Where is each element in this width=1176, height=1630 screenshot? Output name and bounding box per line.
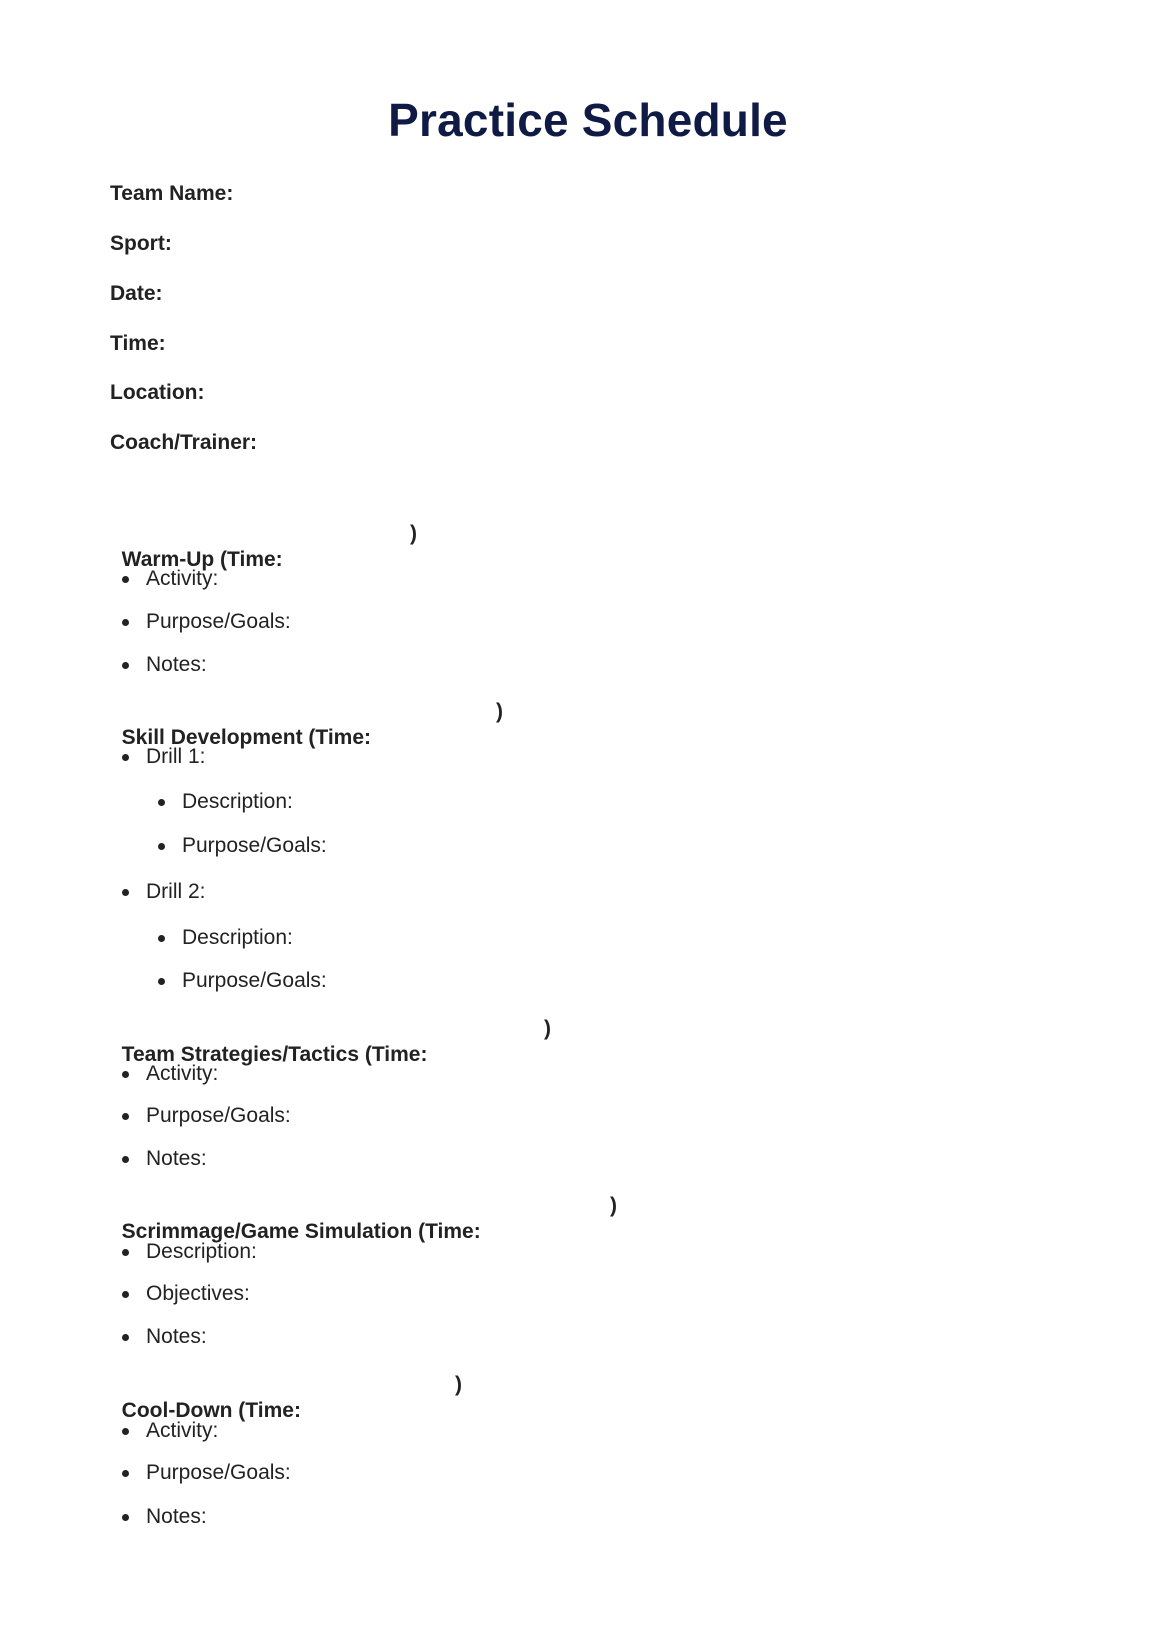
list-item-label: Objectives: [146, 1282, 250, 1305]
list-item-label: Notes: [146, 1505, 207, 1528]
page-title: Practice Schedule [388, 94, 788, 146]
drill-2-purpose [182, 968, 327, 994]
bullet-icon [122, 1291, 129, 1298]
drill-1-description [182, 789, 293, 815]
warmup-heading-text: Warm-Up (Time: [121, 548, 283, 571]
team-name-label: Team Name: [110, 182, 234, 205]
list-item-label: Notes: [146, 1147, 207, 1170]
bullet-icon [122, 1156, 129, 1163]
skill-heading-text: Skill Development (Time: [121, 726, 372, 749]
scrimmage-item-notes [146, 1324, 207, 1350]
list-item-label: Notes: [146, 653, 207, 676]
bullet-icon [158, 978, 165, 985]
cooldown-item-activity [146, 1418, 218, 1444]
list-item-label: Activity: [146, 1419, 219, 1442]
bullet-icon [122, 889, 129, 896]
coach-trainer-label: Coach/Trainer: [110, 431, 258, 454]
warmup-item-activity [146, 566, 218, 592]
list-item-label: Drill 2: [146, 880, 206, 903]
bullet-icon [122, 662, 129, 669]
strategies-heading-close: ) [544, 1017, 551, 1040]
drill-2-description [182, 925, 293, 951]
bullet-icon [122, 1113, 129, 1120]
warmup-item-purpose [146, 609, 291, 635]
strategies-item-notes [146, 1146, 207, 1172]
list-item-label: Purpose/Goals: [182, 834, 327, 857]
bullet-icon [158, 799, 165, 806]
list-item-label: Purpose/Goals: [146, 1104, 291, 1127]
bullet-icon [122, 754, 129, 761]
warmup-heading-close: ) [410, 522, 417, 545]
cooldown-item-notes [146, 1504, 207, 1530]
scrimmage-heading-close: ) [610, 1194, 617, 1217]
cooldown-heading-text: Cool-Down (Time: [121, 1399, 301, 1422]
scrimmage-heading-text: Scrimmage/Game Simulation (Time: [121, 1220, 481, 1243]
list-item-label: Description: [182, 926, 293, 949]
cooldown-item-purpose [146, 1460, 291, 1486]
skill-heading-close: ) [496, 700, 503, 723]
list-item-label: Purpose/Goals: [146, 610, 291, 633]
list-item-label: Description: [182, 790, 293, 813]
list-item-label: Description: [146, 1240, 257, 1263]
list-item-label: Purpose/Goals: [182, 969, 327, 992]
bullet-icon [122, 576, 129, 583]
strategies-item-purpose [146, 1103, 291, 1129]
list-item-label: Purpose/Goals: [146, 1461, 291, 1484]
bullet-icon [158, 935, 165, 942]
bullet-icon [122, 619, 129, 626]
bullet-icon [122, 1334, 129, 1341]
list-item-label: Activity: [146, 1062, 219, 1085]
sport-label: Sport: [110, 232, 172, 255]
drill-1-purpose [182, 833, 327, 859]
bullet-icon [122, 1514, 129, 1521]
strategies-heading-text: Team Strategies/Tactics (Time: [121, 1043, 428, 1066]
bullet-icon [122, 1249, 129, 1256]
bullet-icon [122, 1428, 129, 1435]
list-item-label: Drill 1: [146, 745, 206, 768]
strategies-item-activity [146, 1061, 218, 1087]
list-item-label: Activity: [146, 567, 219, 590]
list-item-label: Notes: [146, 1325, 207, 1348]
drill-1 [146, 744, 206, 770]
scrimmage-item-objectives [146, 1281, 250, 1307]
warmup-item-notes [146, 652, 207, 678]
cooldown-heading-close: ) [455, 1373, 462, 1396]
bullet-icon [122, 1470, 129, 1477]
bullet-icon [158, 843, 165, 850]
time-label: Time: [110, 332, 166, 355]
date-label: Date: [110, 282, 163, 305]
location-label: Location: [110, 381, 205, 404]
scrimmage-item-description [146, 1239, 257, 1265]
drill-2 [146, 879, 206, 905]
bullet-icon [122, 1071, 129, 1078]
